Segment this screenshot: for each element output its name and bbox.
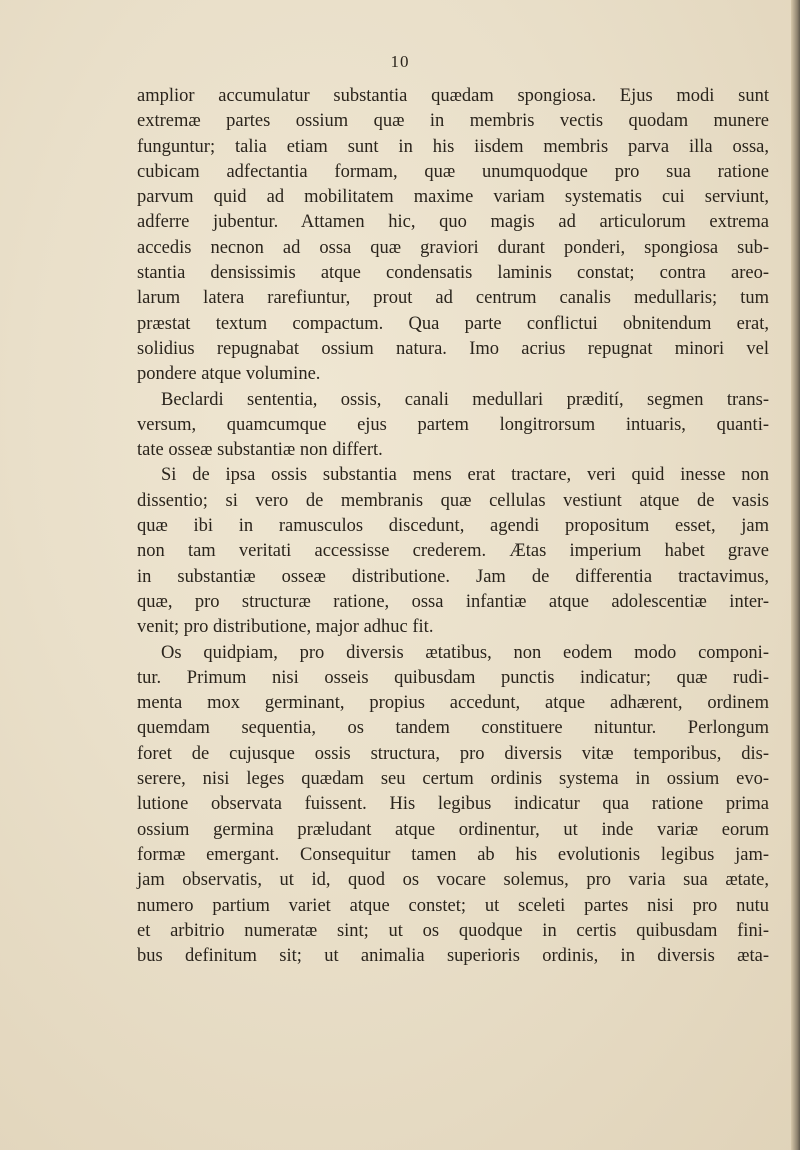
body-text: [137, 84, 769, 969]
text-line: tate osseæ substantiæ non differt.: [137, 440, 383, 461]
text-line: dissentio; si vero de membranis quæ cellulas vestiunt atque de vasis: [137, 490, 769, 511]
text-line: in substantiæ osseæ distributione. Jam de differentia tractavimus,: [137, 566, 769, 587]
text-line: numero partium variet atque constet; ut sceleti partes nisi pro nutu: [137, 895, 769, 916]
text-line: venit; pro distributione, major adhuc fit.: [137, 617, 434, 638]
page-edge: [791, 0, 800, 1150]
text-line: Si de ipsa ossis substantia mens erat tractare, veri quid inesse non: [161, 465, 769, 486]
text-line: cubicam adfectantia formam, quæ unumquodque pro sua ratione: [137, 161, 769, 182]
text-line: tur. Primum nisi osseis quibusdam punctis indicatur; quæ rudi-: [137, 667, 769, 688]
text-line: quemdam sequentia, os tandem constituere nituntur. Perlongum: [137, 718, 769, 739]
paragraph: [137, 463, 769, 640]
text-line: amplior accumulatur substantia quædam spongiosa. Ejus modi sunt: [137, 86, 769, 106]
paragraph: [137, 641, 769, 970]
text-line: menta mox germinant, propius accedunt, atque adhærent, ordinem: [137, 693, 769, 714]
text-line: larum latera rarefiuntur, prout ad centrum canalis medullaris; tum: [137, 288, 769, 309]
paragraph: [137, 84, 769, 388]
page-number: 10: [390, 52, 410, 71]
text-line: lutione observata fuissent. His legibus indicatur qua ratione prima: [137, 794, 769, 815]
text-line: versum, quamcumque ejus partem longitrorsum intuaris, quanti-: [137, 414, 769, 435]
text-line: serere, nisi leges quædam seu certum ordinis systema in ossium evo-: [137, 769, 769, 790]
paragraph: [137, 388, 769, 464]
text-line: foret de cujusque ossis structura, pro diversis vitæ temporibus, dis-: [137, 743, 769, 764]
text-line: accedis necnon ad ossa quæ graviori durant ponderi, spongiosa sub-: [137, 237, 769, 258]
text-line: Beclardi sententia, ossis, canali medullari prædití, segmen trans-: [161, 389, 769, 410]
text-line: Os quidpiam, pro diversis ætatibus, non eodem modo componi-: [161, 642, 769, 663]
text-line: formæ emergant. Consequitur tamen ab his evolutionis legibus jam-: [137, 844, 769, 865]
text-line: pondere atque volumine.: [137, 364, 321, 385]
text-line: et arbitrio numeratæ sint; ut os quodque in certis quibusdam fini-: [137, 920, 769, 941]
text-line: stantia densissimis atque condensatis laminis constat; contra areo-: [137, 263, 769, 284]
text-line: præstat textum compactum. Qua parte conflictui obnitendum erat,: [137, 313, 769, 334]
text-line: funguntur; talia etiam sunt in his iisdem membris parva illa ossa,: [137, 136, 769, 157]
text-line: ossium germina præludant atque ordinentur, ut inde variæ eorum: [137, 819, 769, 840]
text-line: non tam veritati accessisse crederem. Ætas imperium habet grave: [137, 541, 769, 562]
text-line: quæ, pro structuræ ratione, ossa infantiæ atque adolescentiæ inter-: [137, 591, 769, 612]
text-line: jam observatis, ut id, quod os vocare solemus, pro varia sua ætate,: [137, 870, 769, 891]
text-line: quæ ibi in ramusculos discedunt, agendi propositum esset, jam: [137, 516, 769, 537]
text-line: extremæ partes ossium quæ in membris vectis quodam munere: [137, 111, 769, 132]
text-line: bus definitum sit; ut animalia superioris ordinis, in diversis æta-: [137, 946, 769, 967]
text-line: solidius repugnabat ossium natura. Imo acrius repugnat minori vel: [137, 338, 769, 359]
text-line: adferre jubentur. Attamen hic, quo magis ad articulorum extrema: [137, 212, 769, 233]
text-line: parvum quid ad mobilitatem maxime variam systematis cui serviunt,: [137, 187, 769, 208]
